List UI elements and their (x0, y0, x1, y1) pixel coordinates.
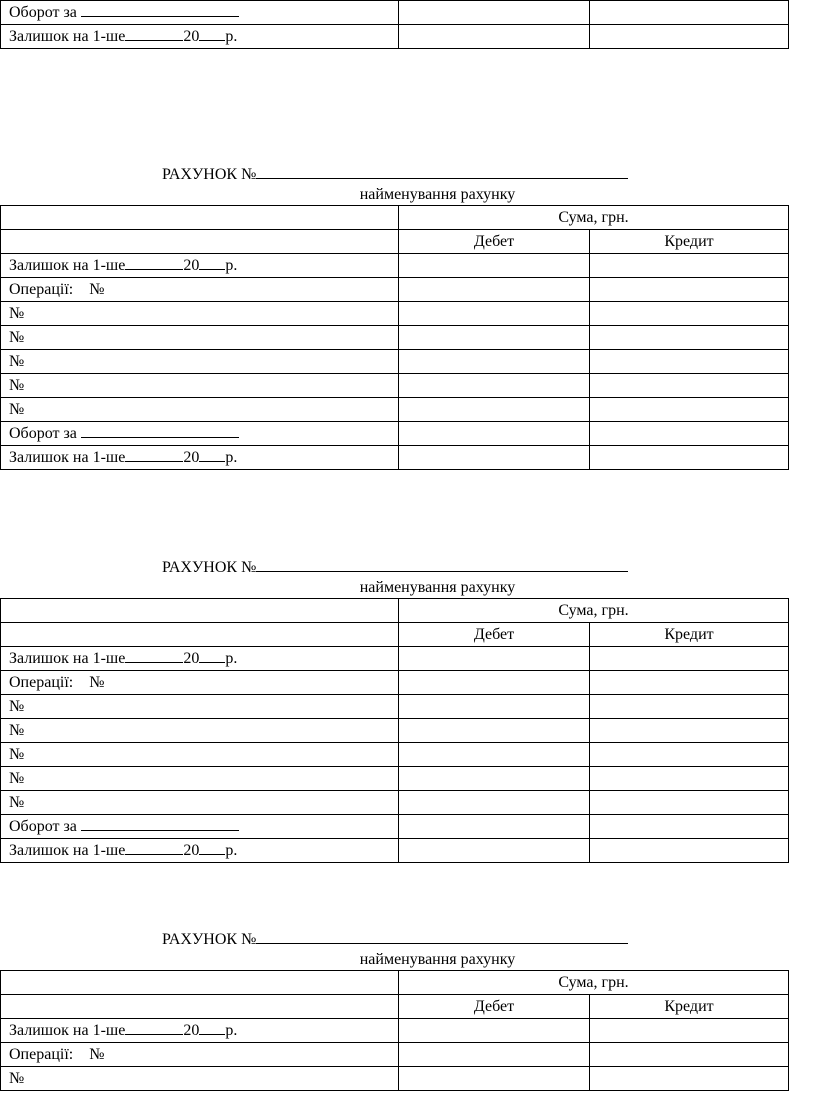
credit-cell (590, 350, 789, 374)
balance-year: 20 (183, 449, 200, 466)
credit-cell (590, 815, 789, 839)
balance-label: Залишок на 1-ше (9, 650, 126, 667)
balance-cell (1, 25, 399, 49)
credit-cell (590, 25, 789, 49)
account-subtitle: найменування рахунку (359, 951, 516, 968)
operation-cell: № (1, 767, 399, 791)
account-title-text: РАХУНОК № (162, 931, 257, 948)
debit-cell (399, 1067, 590, 1091)
debit-cell (399, 743, 590, 767)
balance-year: 20 (183, 650, 200, 667)
operation-cell: № (1, 1067, 399, 1091)
debit-cell (399, 1043, 590, 1067)
credit-cell (590, 791, 789, 815)
operation-cell: № (1, 398, 399, 422)
header-blank-cell (1, 230, 399, 254)
table-row (1, 254, 789, 278)
credit-header: Кредит (590, 230, 789, 254)
turnover-label: Оборот за (9, 818, 77, 835)
debit-cell (399, 719, 590, 743)
header-blank-cell (1, 995, 399, 1019)
table-row (1, 1, 789, 25)
day-month-blank (125, 647, 183, 663)
turnover-label: Оборот за (9, 425, 77, 442)
table-row (1, 278, 789, 302)
table-row (1, 815, 789, 839)
balance-year: 20 (183, 842, 200, 859)
debit-cell (399, 326, 590, 350)
turnover-blank (81, 1, 239, 17)
table-row (1, 302, 789, 326)
debit-cell (399, 25, 590, 49)
credit-cell (590, 719, 789, 743)
credit-cell (590, 446, 789, 470)
table-row (1, 971, 789, 995)
debit-cell (399, 839, 590, 863)
table-row (1, 767, 789, 791)
operations-label: Операції: (9, 281, 74, 298)
year-blank (199, 25, 225, 41)
credit-cell (590, 839, 789, 863)
operation-cell: № (1, 374, 399, 398)
turnover-cell (1, 1, 399, 25)
table-row (1, 25, 789, 49)
operation-cell: № (1, 791, 399, 815)
day-month-blank (125, 839, 183, 855)
operations-label: Операції: (9, 674, 74, 691)
credit-cell (590, 422, 789, 446)
debit-cell (399, 254, 590, 278)
balance-label: Залишок на 1-ше (9, 28, 126, 45)
table-row (1, 446, 789, 470)
number-sign: № (89, 281, 105, 298)
turnover-cell (1, 422, 399, 446)
operation-cell: № (1, 350, 399, 374)
balance-label: Залишок на 1-ше (9, 257, 126, 274)
debit-cell (399, 671, 590, 695)
debit-header: Дебет (399, 995, 590, 1019)
table-row (1, 839, 789, 863)
balance-cell (1, 839, 399, 863)
balance-label: Залишок на 1-ше (9, 449, 126, 466)
balance-year: 20 (183, 257, 200, 274)
balance-suffix: р. (225, 650, 238, 667)
balance-cell (1, 1019, 399, 1043)
debit-header: Дебет (399, 230, 590, 254)
account-table (0, 970, 789, 1091)
day-month-blank (125, 25, 183, 41)
table-row (1, 599, 789, 623)
balance-suffix: р. (225, 842, 238, 859)
credit-cell (590, 374, 789, 398)
debit-cell (399, 647, 590, 671)
table-row (1, 374, 789, 398)
year-blank (199, 1019, 225, 1035)
credit-cell (590, 1019, 789, 1043)
sum-header: Сума, грн. (399, 599, 789, 623)
credit-cell (590, 1, 789, 25)
table-row (1, 1043, 789, 1067)
table-row (1, 1067, 789, 1091)
table-row (1, 230, 789, 254)
account-number-blank (256, 927, 628, 944)
credit-cell (590, 767, 789, 791)
account-title-text: РАХУНОК № (162, 559, 257, 576)
header-blank-cell (1, 623, 399, 647)
year-blank (199, 446, 225, 462)
header-blank-cell (1, 971, 399, 995)
credit-cell (590, 398, 789, 422)
debit-cell (399, 350, 590, 374)
balance-suffix: р. (225, 257, 238, 274)
debit-header: Дебет (399, 623, 590, 647)
balance-suffix: р. (225, 449, 238, 466)
debit-cell (399, 767, 590, 791)
year-blank (199, 839, 225, 855)
credit-cell (590, 254, 789, 278)
credit-cell (590, 326, 789, 350)
credit-header: Кредит (590, 623, 789, 647)
credit-cell (590, 278, 789, 302)
debit-cell (399, 815, 590, 839)
account-title (162, 927, 628, 950)
debit-cell (399, 791, 590, 815)
account-title (162, 555, 628, 578)
table-row (1, 206, 789, 230)
credit-cell (590, 647, 789, 671)
sum-header: Сума, грн. (399, 206, 789, 230)
table-row (1, 671, 789, 695)
balance-cell (1, 647, 399, 671)
number-sign: № (89, 674, 105, 691)
sum-header: Сума, грн. (399, 971, 789, 995)
number-sign: № (89, 1046, 105, 1063)
day-month-blank (125, 446, 183, 462)
account-number-blank (256, 555, 628, 572)
credit-cell (590, 671, 789, 695)
header-blank-cell (1, 599, 399, 623)
debit-cell (399, 302, 590, 326)
table-row (1, 350, 789, 374)
debit-cell (399, 422, 590, 446)
operations-cell (1, 671, 399, 695)
table-row (1, 995, 789, 1019)
balance-label: Залишок на 1-ше (9, 842, 126, 859)
credit-cell (590, 302, 789, 326)
debit-cell (399, 446, 590, 470)
debit-cell (399, 398, 590, 422)
turnover-blank (81, 815, 239, 831)
balance-suffix: р. (225, 28, 238, 45)
operation-cell: № (1, 743, 399, 767)
account-number-blank (256, 162, 628, 179)
operations-label: Операції: (9, 1046, 74, 1063)
table-row (1, 743, 789, 767)
credit-cell (590, 743, 789, 767)
year-blank (199, 254, 225, 270)
table-row (1, 1019, 789, 1043)
credit-cell (590, 695, 789, 719)
credit-header: Кредит (590, 995, 789, 1019)
operations-cell (1, 278, 399, 302)
balance-cell (1, 446, 399, 470)
balance-year: 20 (183, 28, 200, 45)
debit-cell (399, 1, 590, 25)
day-month-blank (125, 254, 183, 270)
account-table (0, 598, 789, 863)
table-row (1, 623, 789, 647)
table-row (1, 326, 789, 350)
operation-cell: № (1, 302, 399, 326)
credit-cell (590, 1067, 789, 1091)
balance-cell (1, 254, 399, 278)
table-row (1, 422, 789, 446)
turnover-cell (1, 815, 399, 839)
table-row (1, 791, 789, 815)
balance-year: 20 (183, 1022, 200, 1039)
credit-cell (590, 1043, 789, 1067)
table-row (1, 647, 789, 671)
operations-cell (1, 1043, 399, 1067)
debit-cell (399, 374, 590, 398)
year-blank (199, 647, 225, 663)
account-title-text: РАХУНОК № (162, 166, 257, 183)
account-subtitle: найменування рахунку (359, 579, 516, 596)
table-row (1, 695, 789, 719)
account-subtitle: найменування рахунку (359, 186, 516, 203)
debit-cell (399, 695, 590, 719)
turnover-label: Оборот за (9, 4, 77, 21)
turnover-blank (81, 422, 239, 438)
account-title (162, 162, 628, 185)
header-blank-cell (1, 206, 399, 230)
operation-cell: № (1, 719, 399, 743)
top-partial-table (0, 0, 789, 49)
day-month-blank (125, 1019, 183, 1035)
debit-cell (399, 1019, 590, 1043)
balance-label: Залишок на 1-ше (9, 1022, 126, 1039)
operation-cell: № (1, 326, 399, 350)
operation-cell: № (1, 695, 399, 719)
debit-cell (399, 278, 590, 302)
balance-suffix: р. (225, 1022, 238, 1039)
table-row (1, 719, 789, 743)
account-table (0, 205, 789, 470)
table-row (1, 398, 789, 422)
